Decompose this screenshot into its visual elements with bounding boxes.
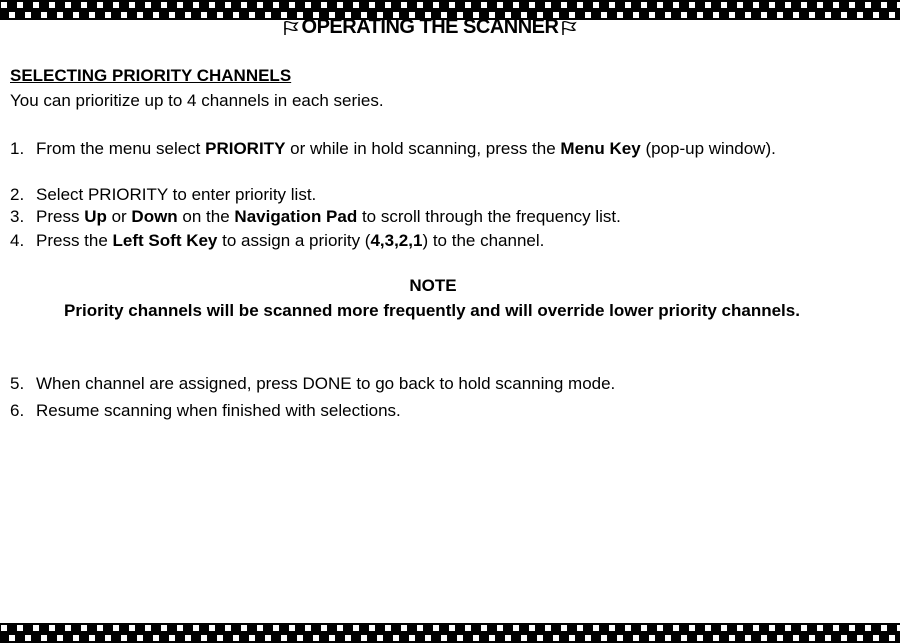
step-4: [10, 230, 840, 251]
step-text-run: on the: [177, 207, 235, 226]
step-number: 5.: [10, 374, 25, 393]
step-text-run: to assign a priority (: [217, 231, 371, 250]
step-text-run: From the menu select: [36, 139, 206, 158]
step-2: [10, 184, 840, 205]
step-emphasis: Menu Key: [560, 139, 641, 158]
step-text: [36, 373, 840, 394]
step-text-run: Resume scanning when finished with selections.: [36, 401, 401, 420]
step-text: [36, 138, 840, 159]
step-text: [36, 184, 840, 205]
note-text: Priority channels will be scanned more frequently and will override lower priority channels.: [64, 301, 800, 320]
flag-icon: [282, 20, 300, 36]
step-emphasis: Navigation Pad: [234, 207, 358, 226]
step-number: 3.: [10, 207, 25, 226]
page-title: [0, 15, 860, 39]
step-emphasis: Up: [84, 207, 107, 226]
step-text: [36, 206, 840, 227]
step-3: [10, 206, 840, 227]
step-emphasis: PRIORITY: [205, 139, 286, 158]
note-label: NOTE: [409, 276, 457, 295]
flag-icon: [560, 20, 578, 36]
step-number: 1.: [10, 139, 25, 158]
step-number: 6.: [10, 401, 25, 420]
intro-text: You can prioritize up to 4 channels in each series.: [10, 91, 384, 110]
step-number: 4.: [10, 231, 25, 250]
step-1: [10, 138, 840, 159]
page-title-text: OPERATING THE SCANNER: [301, 16, 559, 38]
step-text: [36, 400, 840, 421]
section-heading: SELECTING PRIORITY CHANNELS: [10, 66, 292, 85]
step-text-run: Press: [36, 207, 85, 226]
step-text-run: or: [106, 207, 132, 226]
step-text-run: (pop-up window).: [640, 139, 776, 158]
step-text-run: Select PRIORITY to enter priority list.: [36, 185, 317, 204]
step-text-run: Press the: [36, 231, 113, 250]
step-6: [10, 400, 840, 421]
step-text-run: ) to the channel.: [422, 231, 545, 250]
step-text-run: or while in hold scanning, press the: [285, 139, 561, 158]
step-emphasis: Left Soft Key: [112, 231, 218, 250]
bottom-checker-border: [0, 623, 900, 643]
step-text-run: to scroll through the frequency list.: [357, 207, 621, 226]
step-text-run: When channel are assigned, press DONE to go back to hold scanning mode.: [36, 374, 616, 393]
step-text: [36, 230, 840, 251]
step-5: [10, 373, 840, 394]
step-emphasis: 4,3,2,1: [370, 231, 423, 250]
step-number: 2.: [10, 185, 25, 204]
step-emphasis: Down: [131, 207, 178, 226]
